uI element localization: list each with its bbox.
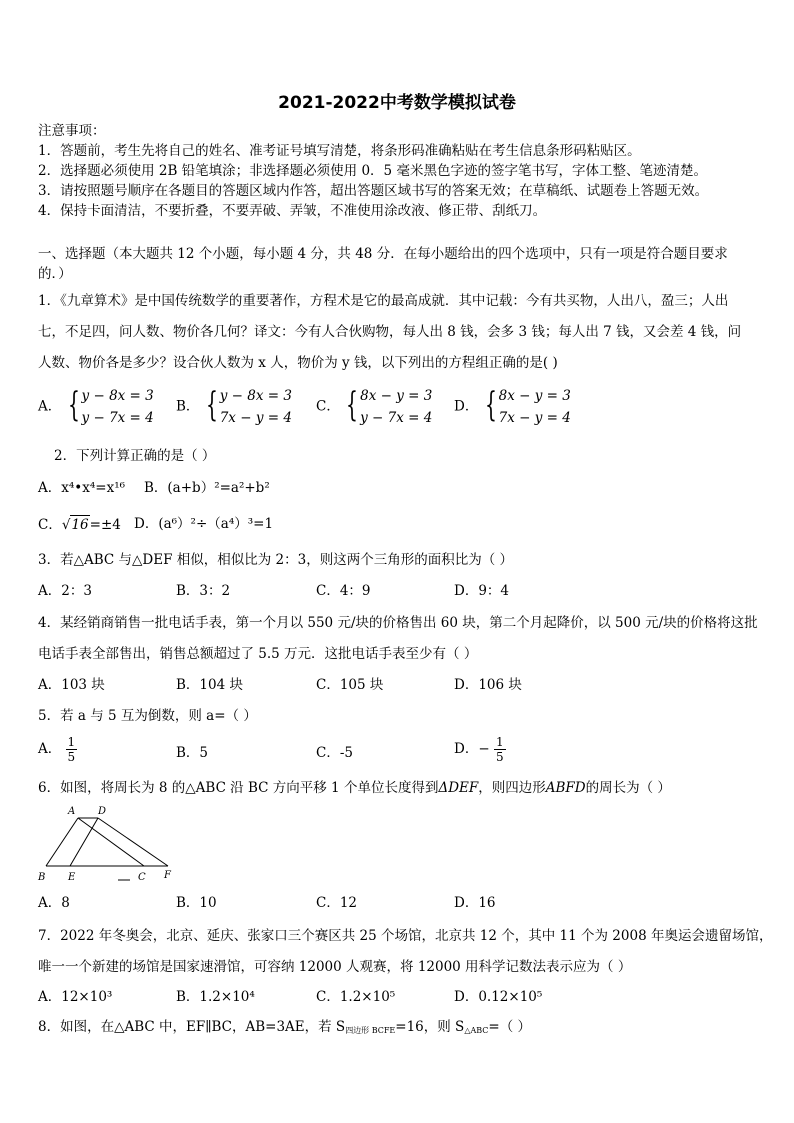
q1-stem: 人数、物价各是多少？设合伙人数为 x 人，物价为 y 钱，以下列出的方程组正确的是( ) xyxy=(38,355,558,371)
notice-item: 2．选择题必须使用 2B 铅笔填涂；非选择题必须使用 0．5 毫米黑色字迹的签字笔书写，字体工整、笔迹清楚。 xyxy=(38,163,707,179)
section-heading-cont: 的．） xyxy=(38,266,72,282)
q1-option-b[interactable]: B． { y − 8x = 3 7x − y = 4 xyxy=(176,385,292,429)
q5-option-a[interactable]: A． $\frac{1}{5}$ xyxy=(38,735,76,764)
q4-option-b[interactable]: B．104 块 xyxy=(176,677,243,693)
q3-option-a[interactable]: A．2：3 xyxy=(38,583,92,599)
notice-item: 3．请按照题号顺序在各题目的答题区域内作答，超出答题区域书写的答案无效；在草稿纸、试题卷上答题无效。 xyxy=(38,183,709,199)
q7-stem: 7．2022 年冬奥会，北京、延庆、张家口三个赛区共 25 个场馆，北京共 12 个，其中 11 个为 2008 年奥运会遗留场馆， xyxy=(38,928,773,944)
equation-system: { 8x − y = 3 y − 7x = 4 xyxy=(346,385,433,426)
equation-system: { y − 8x = 3 y − 7x = 4 xyxy=(67,385,154,426)
q6-option-c[interactable]: C．12 xyxy=(316,895,358,911)
q4-stem: 4．某经销商销售一批电话手表，第一个月以 550 元/块的价格售出 60 块，第二个月起降价，以 500 元/块的价格将这批 xyxy=(38,615,758,631)
q8-stem: 8．如图，在△ABC 中，EF∥BC，AB=3AE，若 S四边形 BCFE=16，则 S△ABC=（ ） xyxy=(38,1019,531,1035)
q4-stem: 电话手表全部售出，销售总额超过了 5.5 万元．这批电话手表至少有（ ） xyxy=(38,646,478,662)
q1-option-d[interactable]: D． { 8x − y = 3 7x − y = 4 xyxy=(454,385,571,429)
label-a: A xyxy=(68,806,76,817)
notice-item: 4．保持卡面清洁，不要折叠，不要弄破、弄皱，不准使用涂改液、修正带、刮纸刀。 xyxy=(38,203,547,219)
q6-option-d[interactable]: D．16 xyxy=(454,895,496,911)
label-f: F xyxy=(164,870,171,881)
notice-heading: 注意事项： xyxy=(38,123,106,139)
fraction: $\frac{1}{5}$ xyxy=(67,735,76,764)
q5-option-b[interactable]: B．5 xyxy=(176,745,209,761)
fraction: $\frac{1}{5}$ xyxy=(495,735,504,764)
q3-option-d[interactable]: D．9：4 xyxy=(454,583,510,599)
q4-option-a[interactable]: A．103 块 xyxy=(38,677,105,693)
equation-system: { 8x − y = 3 7x − y = 4 xyxy=(484,385,571,426)
q3-stem: 3．若△ABC 与△DEF 相似，相似比为 2：3，则这两个三角形的面积比为（ ） xyxy=(38,552,513,568)
q2-stem: 2．下列计算正确的是（ ） xyxy=(54,448,216,464)
label-d: D xyxy=(98,806,107,817)
q2-option-a[interactable]: A．x⁴•x⁴=x¹⁶ xyxy=(38,480,126,496)
translation-figure xyxy=(36,802,186,884)
q4-option-d[interactable]: D．106 块 xyxy=(454,677,522,693)
notice-item: 1．答题前，考生先将自己的姓名、准考证号填写清楚，将条形码准确粘贴在考生信息条形码粘贴区。 xyxy=(38,143,641,159)
q3-option-b[interactable]: B．3：2 xyxy=(176,583,231,599)
q5-stem: 5．若 a 与 5 互为倒数，则 a=（ ） xyxy=(38,708,257,724)
q7-option-c[interactable]: C．1.2×10⁵ xyxy=(316,989,396,1005)
q6-stem: 6．如图，将周长为 8 的△ABC 沿 BC 方向平移 1 个单位长度得到ΔDEF，则四边形ABFD的周长为（ ） xyxy=(38,780,671,796)
q1-stem: 七，不足四，问人数、物价各几何？译文：今有人合伙购物，每人出 8 钱，会多 3 钱；每人出 7 钱，又会差 4 钱，问 xyxy=(38,324,742,340)
q4-option-c[interactable]: C．105 块 xyxy=(316,677,384,693)
q2-option-d[interactable]: D．(a⁶）²÷（a⁴）³=1 xyxy=(134,516,274,532)
q3-option-c[interactable]: C．4：9 xyxy=(316,583,371,599)
q5-option-c[interactable]: C．-5 xyxy=(316,745,353,761)
q1-option-c[interactable]: C． { 8x − y = 3 y − 7x = 4 xyxy=(316,385,432,429)
q7-option-d[interactable]: D．0.12×10⁵ xyxy=(454,989,543,1005)
q7-option-a[interactable]: A．12×10³ xyxy=(38,989,113,1005)
q1-option-a[interactable]: A． { y − 8x = 3 y − 7x = 4 xyxy=(38,385,154,429)
q1-stem: 1．《九章算术》是中国传统数学的重要著作，方程术是它的最高成就．其中记载：今有共买物，人出八，盈三；人出 xyxy=(38,293,729,309)
section-heading: 一、选择题（本大题共 12 个小题，每小题 4 分，共 48 分．在每小题给出的四个选项中，只有一项是符合题目要求 xyxy=(38,246,728,262)
q6-option-a[interactable]: A．8 xyxy=(38,895,70,911)
q7-option-b[interactable]: B．1.2×10⁴ xyxy=(176,989,255,1005)
q2-option-b[interactable]: B．(a+b）²=a²+b² xyxy=(144,480,270,496)
label-c: C xyxy=(138,872,146,883)
equation-system: { y − 8x = 3 7x − y = 4 xyxy=(205,385,292,426)
label-b: B xyxy=(38,872,46,883)
q5-option-d[interactable]: D．− $\frac{1}{5}$ xyxy=(454,735,504,764)
label-e: E xyxy=(68,872,76,883)
q2-option-c[interactable]: C．√16=±4 xyxy=(38,517,121,533)
q6-option-b[interactable]: B．10 xyxy=(176,895,217,911)
q7-stem: 唯一一个新建的场馆是国家速滑馆，可容纳 12000 人观赛，将 12000 用科学记数法表示应为（ ） xyxy=(38,959,632,975)
page-title: 2021-2022中考数学模拟试卷 xyxy=(278,93,516,113)
sqrt-sign: √ xyxy=(61,517,71,533)
